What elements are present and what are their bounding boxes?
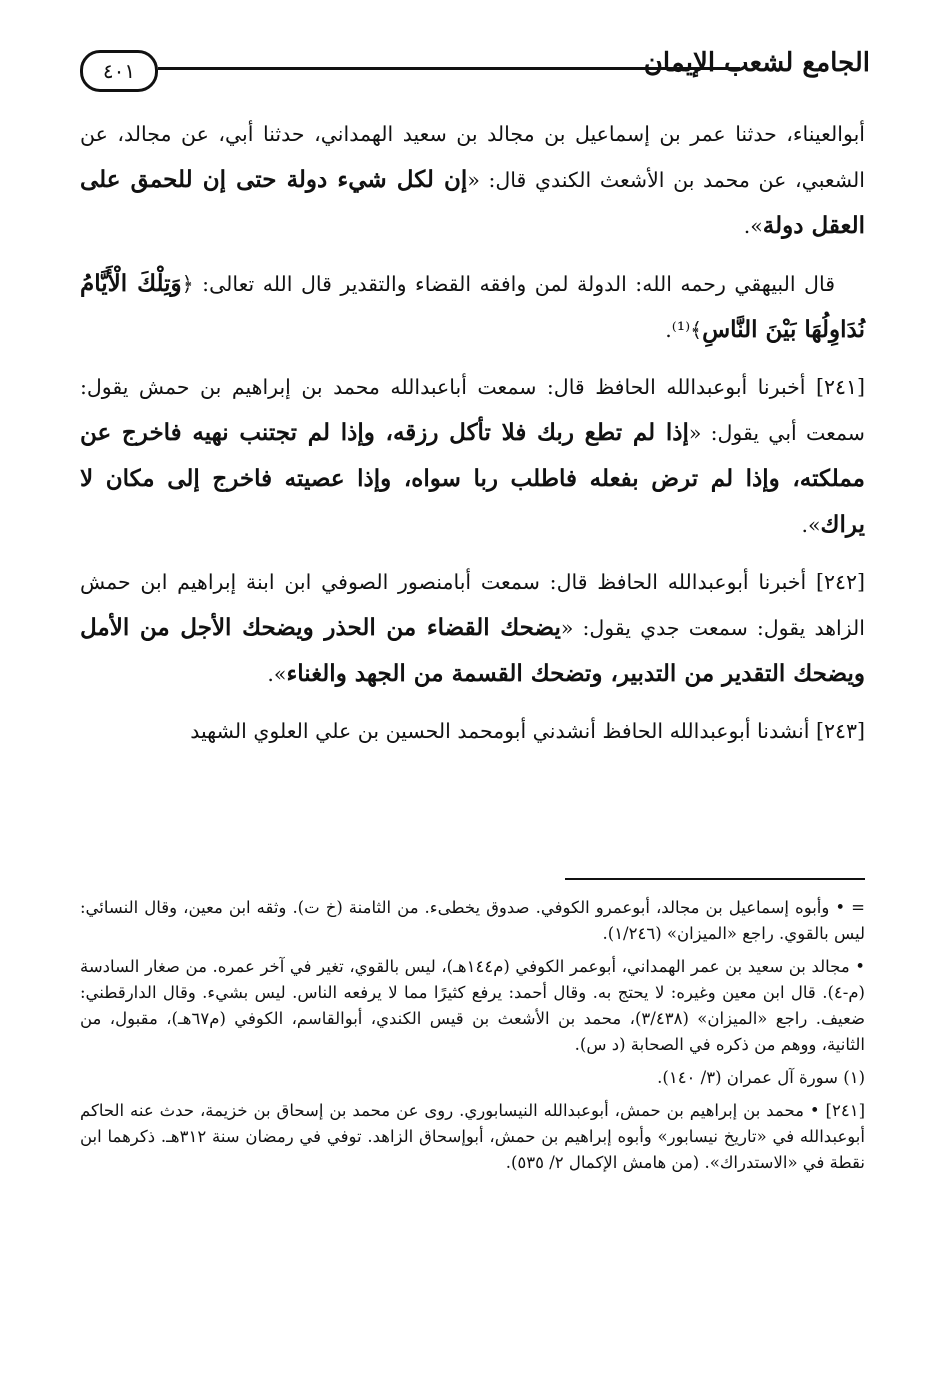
- paragraph-2-text: قال البيهقي رحمه الله: الدولة لمن وافقه القضاء والتقدير قال الله تعالى: ﴿: [181, 272, 835, 296]
- paragraph-242-quote: يضحك القضاء من الحذر ويضحك الأجل من الأمل ويضحك التقدير من التدبير، وتضحك القسمة من الجهد والغناء: [80, 614, 865, 687]
- paragraph-243-text: [٢٤٣] أنشدنا أبوعبدالله الحافظ أنشدني أبومحمد الحسين بن علي العلوي الشهيد: [190, 719, 865, 743]
- paragraph-1: [80, 112, 865, 249]
- page-header: [80, 38, 870, 100]
- paragraph-242: [80, 560, 865, 697]
- quran-verse: وَتِلْكَ الْأَيَّامُ نُدَاوِلُهَا بَيْنَ النَّاسِ: [80, 270, 865, 343]
- footnotes: [80, 895, 865, 1183]
- paragraph-242-end: ».: [267, 662, 287, 686]
- paragraph-241-quote: إذا لم تطع ربك فلا تأكل رزقه، وإذا لم تجتنب نهيه فاخرج عن مملكته، وإذا لم ترض بفعله فاطلب ربا سواه، وإذا عصيته فاخرج إلى مكان لا يراك: [80, 419, 865, 538]
- paragraph-243: [80, 709, 865, 754]
- footnote-4: [٢٤١] • محمد بن إبراهيم بن حمش، أبوعبدالله النيسابوري. روى عن محمد بن إسحاق بن خزيمة، حدث عنه الحاكم أبوعبدالله في «تاريخ نيسابور» وأبوه إبراهيم بن حمش، أبوإسحاق الزاهد. توفي في رمضان سنة ٣١٢هـ. ذكرهما ابن نقطة في «الاستدراك». (من هامش الإكمال ٢/ ٥٣٥).: [80, 1101, 865, 1172]
- paragraph-2-end: ﴾⁽¹⁾.: [665, 318, 703, 342]
- footnote-divider: [565, 878, 865, 880]
- paragraph-241-text: [٢٤١] أخبرنا أبوعبدالله الحافظ قال: سمعت أباعبدالله محمد بن إبراهيم بن حمش يقول: سمعت أبي يقول: «: [80, 375, 865, 445]
- running-title: الجامع لشعب الإيمان: [643, 48, 870, 78]
- main-text: [80, 112, 865, 766]
- paragraph-241-end: ».: [801, 513, 821, 537]
- paragraph-1-quote: إن لكل شيء دولة حتى إن للحمق على العقل دولة: [80, 166, 865, 239]
- footnote-2: • مجالد بن سعيد بن عمر الهمداني، أبوعمر الكوفي (م١٤٤هـ)، ليس بالقوي، تغير في آخر عمره. من صغار السادسة (م-٤). قال ابن معين وغيره: لا يحتج به. وقال أحمد: يرفع كثيرًا مما لا يرفعه الناس. ليس بشيء. وقال الدارقطني: ضعيف. راجع «الميزان» (٣/٤٣٨)، محمد بن الأشعث بن قيس الكندي، أبوالقاسم، الكوفي (م٦٧هـ)، مقبول، من الثانية، ووهم من ذكره في الصحابة (د س).: [80, 957, 866, 1054]
- paragraph-242-text: [٢٤٢] أخبرنا أبوعبدالله الحافظ قال: سمعت أبامنصور الصوفي ابن ابنة إبراهيم ابن حمش الزاهد يقول: سمعت جدي يقول: «: [80, 570, 865, 640]
- paragraph-241: [80, 365, 865, 548]
- footnote-3: (١) سورة آل عمران (٣/ ١٤٠).: [657, 1068, 865, 1087]
- paragraph-1-text: أبوالعيناء، حدثنا عمر بن إسماعيل بن مجالد بن سعيد الهمداني، حدثنا أبي، عن مجالد، عن الشعبي، عن محمد بن الأشعث الكندي قال: «: [80, 122, 865, 192]
- footnote-1: = • وأبوه إسماعيل بن مجالد، أبوعمرو الكوفي. صدوق يخطىء. من الثامنة (خ ت). وثقه ابن معين، وقال النسائي: ليس بالقوي. راجع «الميزان» (١/٢٤٦).: [80, 898, 865, 943]
- page-number: ٤٠١: [80, 50, 158, 92]
- paragraph-1-end: ».: [743, 214, 763, 238]
- paragraph-2: [80, 261, 865, 353]
